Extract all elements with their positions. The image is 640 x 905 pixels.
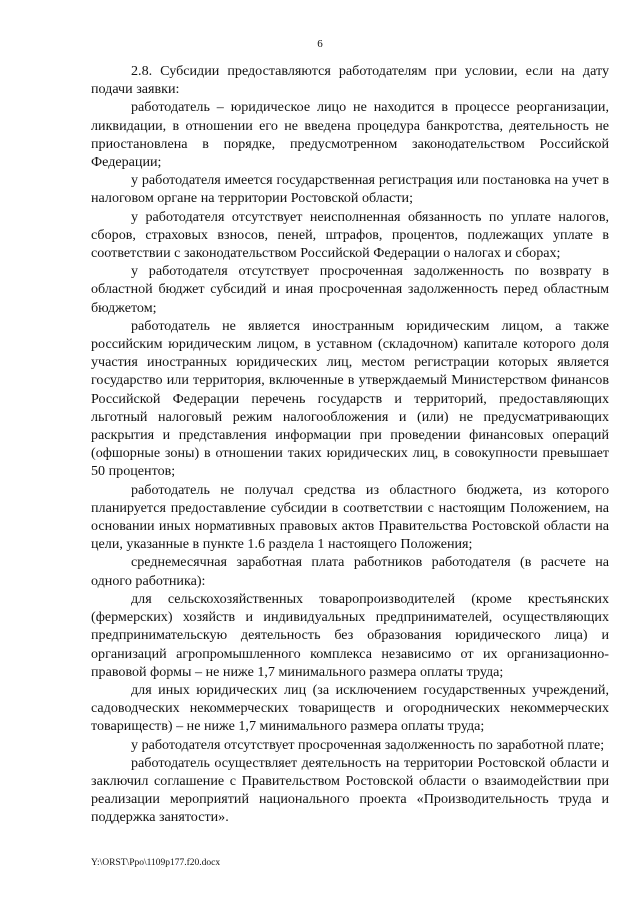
- paragraph-not-foreign-entity: работодатель не является иностранным юридическим лицом, а также российским юридическим лицом, в уставном (складочном) капитале которого доля участия иностранных юридических лиц, местом регистрации которых является государство или территория, включенные в утверждаемый Министерством финансов Российской Федерации перечень государств и территорий, предоставляющих льготный налоговый режим налогообложения и (или) не предусматривающих раскрытия и представления информации при проведении финансовых операций (офшорные зоны) в отношении таких юридических лиц, в совокупности превышает 50 процентов;: [91, 317, 609, 480]
- paragraph-not-in-reorganization: работодатель – юридическое лицо не находится в процессе реорганизации, ликвидации, в отношении его не введена процедура банкротства, деятельность не приостановлена в порядке, предусмотренном законодательством Российской Федерации;: [91, 99, 609, 171]
- paragraph-no-tax-debt: у работодателя отсутствует неисполненная обязанность по уплате налогов, сборов, страховых взносов, пеней, штрафов, процентов, подлежащих уплате в соответствии с законодательством Российской Федерации о налогах и сборах;: [91, 208, 609, 262]
- paragraph-agricultural-producers: для сельскохозяйственных товаропроизводителей (кроме крестьянских (фермерских) хозяйств и индивидуальных предпринимателей, осуществляющих предпринимательскую деятельность без образования юридического лица) и организаций агропромышленного комплекса независимо от их организационно-правовой формы – не ниже 1,7 минимального размера оплаты труда;: [91, 590, 609, 680]
- paragraph-state-registration: у работодателя имеется государственная регистрация или постановка на учет в налоговом органе на территории Ростовской области;: [91, 172, 609, 207]
- paragraph-activity-and-agreement: работодатель осуществляет деятельность на территории Ростовской области и заключил соглашение с Правительством Ростовской области о взаимодействии при реализации мероприятий национального проекта «Производительность труда и поддержка занятости».: [91, 754, 609, 826]
- paragraph-no-other-budget-funds: работодатель не получал средства из областного бюджета, из которого планируется предоставление субсидии в соответствии с настоящим Положением, на основании иных нормативных правовых актов Правительства Ростовской области на цели, указанные в пункте 1.6 раздела 1 настоящего Положения;: [91, 481, 609, 553]
- paragraph-2-8-intro: 2.8. Субсидии предоставляются работодателям при условии, если на дату подачи заявки:: [91, 63, 609, 98]
- paragraph-no-budget-debt: у работодателя отсутствует просроченная задолженность по возврату в областной бюджет субсидий и иная просроченная задолженность перед областным бюджетом;: [91, 263, 609, 316]
- page-number: 6: [317, 38, 323, 50]
- document-body: [91, 62, 609, 827]
- footer-file-path: Y:\ORST\Ppo\1109p177.f20.docx: [91, 858, 221, 868]
- paragraph-no-salary-arrears: у работодателя отсутствует просроченная задолженность по заработной плате;: [131, 736, 605, 753]
- paragraph-other-legal-entities: для иных юридических лиц (за исключением государственных учреждений, садоводческих некоммерческих товариществ и огороднических некоммерческих товариществ) – не ниже 1,7 минимального размера оплаты труда;: [91, 681, 609, 735]
- paragraph-average-salary: среднемесячная заработная плата работников работодателя (в расчете на одного работника):: [91, 554, 609, 589]
